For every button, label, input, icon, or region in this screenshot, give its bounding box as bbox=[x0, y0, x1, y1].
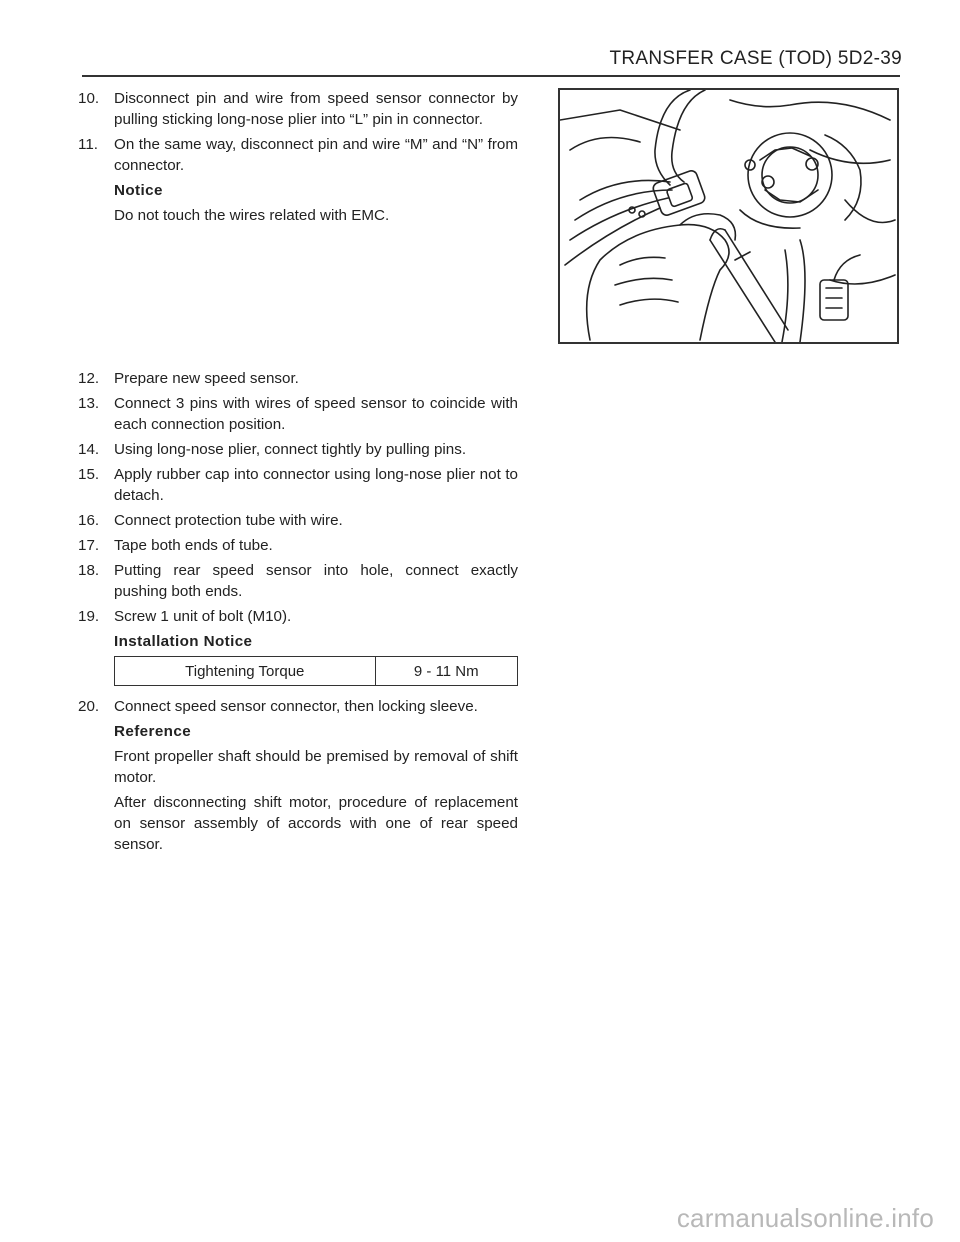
header-divider bbox=[82, 75, 900, 77]
step-number: 17. bbox=[78, 537, 100, 554]
step-number: 11. bbox=[78, 136, 98, 153]
speed-sensor-connector-illustration bbox=[558, 88, 899, 344]
step-text: Using long-nose plier, connect tightly by pulling pins. bbox=[114, 441, 467, 458]
torque-table bbox=[114, 656, 518, 686]
step-18 bbox=[78, 560, 518, 602]
torque-label-cell: Tightening Torque bbox=[115, 657, 376, 686]
step-19 bbox=[78, 606, 518, 627]
step-text: Putting rear speed sensor into hole, connect exactly pushing both ends. bbox=[114, 562, 518, 600]
notice-text: Do not touch the wires related with EMC. bbox=[114, 207, 390, 224]
step-15 bbox=[78, 464, 518, 506]
watermark-text: carmanualsonline.info bbox=[676, 1203, 934, 1233]
step-number: 18. bbox=[78, 562, 100, 579]
step-text: Tape both ends of tube. bbox=[114, 537, 273, 554]
step-number: 10. bbox=[78, 90, 100, 107]
step-number: 19. bbox=[78, 608, 100, 625]
reference-heading: Reference bbox=[114, 723, 192, 740]
illustration-drawing bbox=[560, 90, 897, 342]
page-header-title: TRANSFER CASE (TOD) 5D2-39 bbox=[609, 48, 902, 69]
step-16 bbox=[78, 510, 518, 531]
step-text: Connect 3 pins with wires of speed sensor to coincide with each connection position. bbox=[114, 395, 518, 433]
step-text: On the same way, disconnect pin and wire “M” and “N” from connector. bbox=[114, 136, 518, 174]
torque-value-cell: 9 - 11 Nm bbox=[375, 657, 517, 686]
step-number: 16. bbox=[78, 512, 100, 529]
step-number: 15. bbox=[78, 466, 100, 483]
reference-paragraph-1: Front propeller shaft should be premised by removal of shift motor. bbox=[114, 748, 518, 786]
step-20 bbox=[78, 696, 518, 717]
step-text: Connect speed sensor connector, then locking sleeve. bbox=[114, 698, 478, 715]
step-text: Connect protection tube with wire. bbox=[114, 512, 343, 529]
step-text: Disconnect pin and wire from speed sensor connector by pulling sticking long-nose plier into “L” pin in connector. bbox=[114, 90, 518, 128]
step-text: Prepare new speed sensor. bbox=[114, 370, 299, 387]
step-number: 13. bbox=[78, 395, 100, 412]
step-number: 20. bbox=[78, 698, 100, 715]
step-10 bbox=[78, 88, 518, 130]
notice-heading: Notice bbox=[114, 182, 163, 199]
step-number: 14. bbox=[78, 441, 100, 458]
step-12 bbox=[78, 368, 518, 389]
table-row bbox=[115, 657, 518, 686]
steps-block-1 bbox=[78, 88, 518, 230]
step-text: Apply rubber cap into connector using long-nose plier not to detach. bbox=[114, 466, 518, 504]
step-11 bbox=[78, 134, 518, 176]
step-14 bbox=[78, 439, 518, 460]
installation-notice-heading: Installation Notice bbox=[114, 633, 253, 650]
step-text: Screw 1 unit of bolt (M10). bbox=[114, 608, 292, 625]
step-13 bbox=[78, 393, 518, 435]
steps-block-2 bbox=[78, 368, 518, 859]
step-17 bbox=[78, 535, 518, 556]
step-number: 12. bbox=[78, 370, 100, 387]
reference-paragraph-2: After disconnecting shift motor, procedure of replacement on sensor assembly of accords with one of rear speed sensor. bbox=[114, 794, 518, 853]
